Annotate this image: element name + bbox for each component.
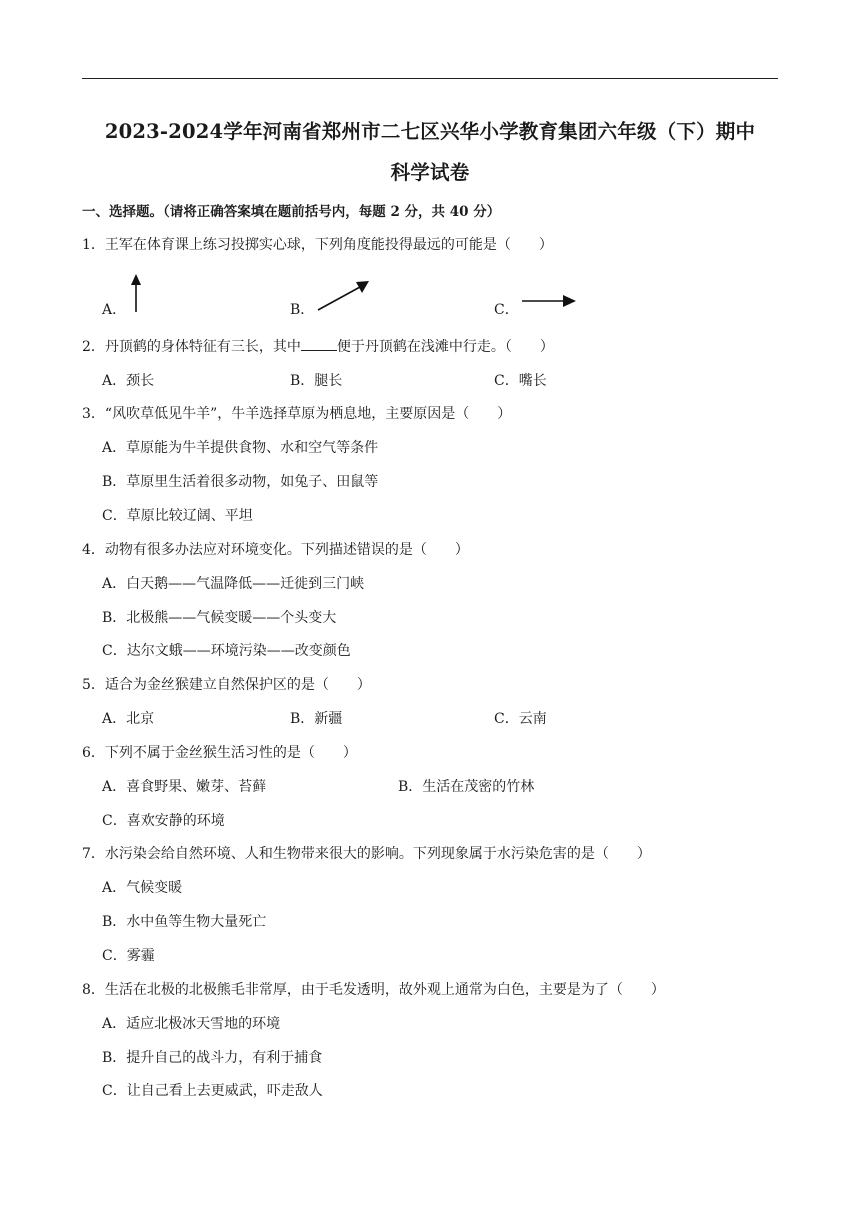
question-2-stem-start: 2．丹顶鹤的身体特征有三长，其中 [82, 339, 301, 355]
arrow-up-icon [126, 272, 146, 314]
question-5-stem: 5．适合为金丝猴建立自然保护区的是（ ） [82, 677, 371, 693]
question-1-option-a: A． [102, 302, 127, 318]
question-7-option-a: A．气候变暖 [102, 880, 183, 896]
question-8-stem: 8．生活在北极的北极熊毛非常厚，由于毛发透明，故外观上通常为白色，主要是为了（ ） [82, 982, 665, 998]
question-4-stem: 4．动物有很多办法应对环境变化。下列描述错误的是（ ） [82, 542, 469, 558]
question-3-stem: 3．“风吹草低见牛羊”，牛羊选择草原为栖息地，主要原因是（ ） [82, 406, 512, 422]
question-8-option-b: B．提升自己的战斗力，有利于捕食 [102, 1050, 323, 1066]
question-3-option-a: A．草原能为牛羊提供食物、水和空气等条件 [102, 440, 379, 456]
question-8-option-c: C．让自己看上去更威武，吓走敌人 [102, 1083, 323, 1099]
question-7-option-b: B．水中鱼等生物大量死亡 [102, 914, 267, 930]
question-7-option-c: C．雾霾 [102, 948, 155, 964]
question-1-option-b: B． [290, 302, 315, 318]
arrow-diagonal-icon [316, 278, 372, 312]
question-2-stem [82, 336, 554, 356]
question-8-option-a: A．适应北极冰天雪地的环境 [102, 1016, 281, 1032]
question-6-stem: 6．下列不属于金丝猴生活习性的是（ ） [82, 745, 357, 761]
question-6-option-a: A．喜食野果、嫩芽、苔藓 [102, 779, 267, 795]
question-2-blank [301, 338, 337, 351]
question-6-option-b: B．生活在茂密的竹林 [398, 779, 535, 795]
arrow-right-icon [520, 292, 578, 310]
question-7-stem: 7．水污染会给自然环境、人和生物带来很大的影响。下列现象属于水污染危害的是（ ） [82, 846, 651, 862]
page-title-line-1: 2023-2024学年河南省郑州市二七区兴华小学教育集团六年级（下）期中 [104, 120, 756, 143]
page-title-line-2: 科学试卷 [390, 161, 470, 184]
question-2-option-b: B．腿长 [290, 373, 343, 389]
question-1-stem: 1．王军在体育课上练习投掷实心球，下列角度能投得最远的可能是（ ） [82, 237, 553, 253]
header-rule [82, 78, 778, 79]
question-5-option-c: C．云南 [494, 711, 547, 727]
section-heading: 一、选择题。（请将正确答案填在题前括号内，每题 2 分，共 40 分） [82, 204, 501, 220]
question-3-option-b: B．草原里生活着很多动物，如兔子、田鼠等 [102, 474, 379, 490]
question-2-option-c: C．嘴长 [494, 373, 547, 389]
question-4-option-b: B．北极熊——气候变暖——个头变大 [102, 610, 337, 626]
question-4-option-c: C．达尔文蛾——环境污染——改变颜色 [102, 643, 351, 659]
question-2-option-a: A．颈长 [102, 373, 155, 389]
question-5-option-b: B．新疆 [290, 711, 343, 727]
question-3-option-c: C．草原比较辽阔、平坦 [102, 508, 253, 524]
question-5-option-a: A．北京 [102, 711, 155, 727]
question-4-option-a: A．白天鹅——气温降低——迁徙到三门峡 [102, 576, 365, 592]
question-2-stem-end: 便于丹顶鹤在浅滩中行走。（ ） [336, 339, 554, 355]
question-1-option-c: C． [494, 302, 519, 318]
question-6-option-c: C．喜欢安静的环境 [102, 813, 225, 829]
